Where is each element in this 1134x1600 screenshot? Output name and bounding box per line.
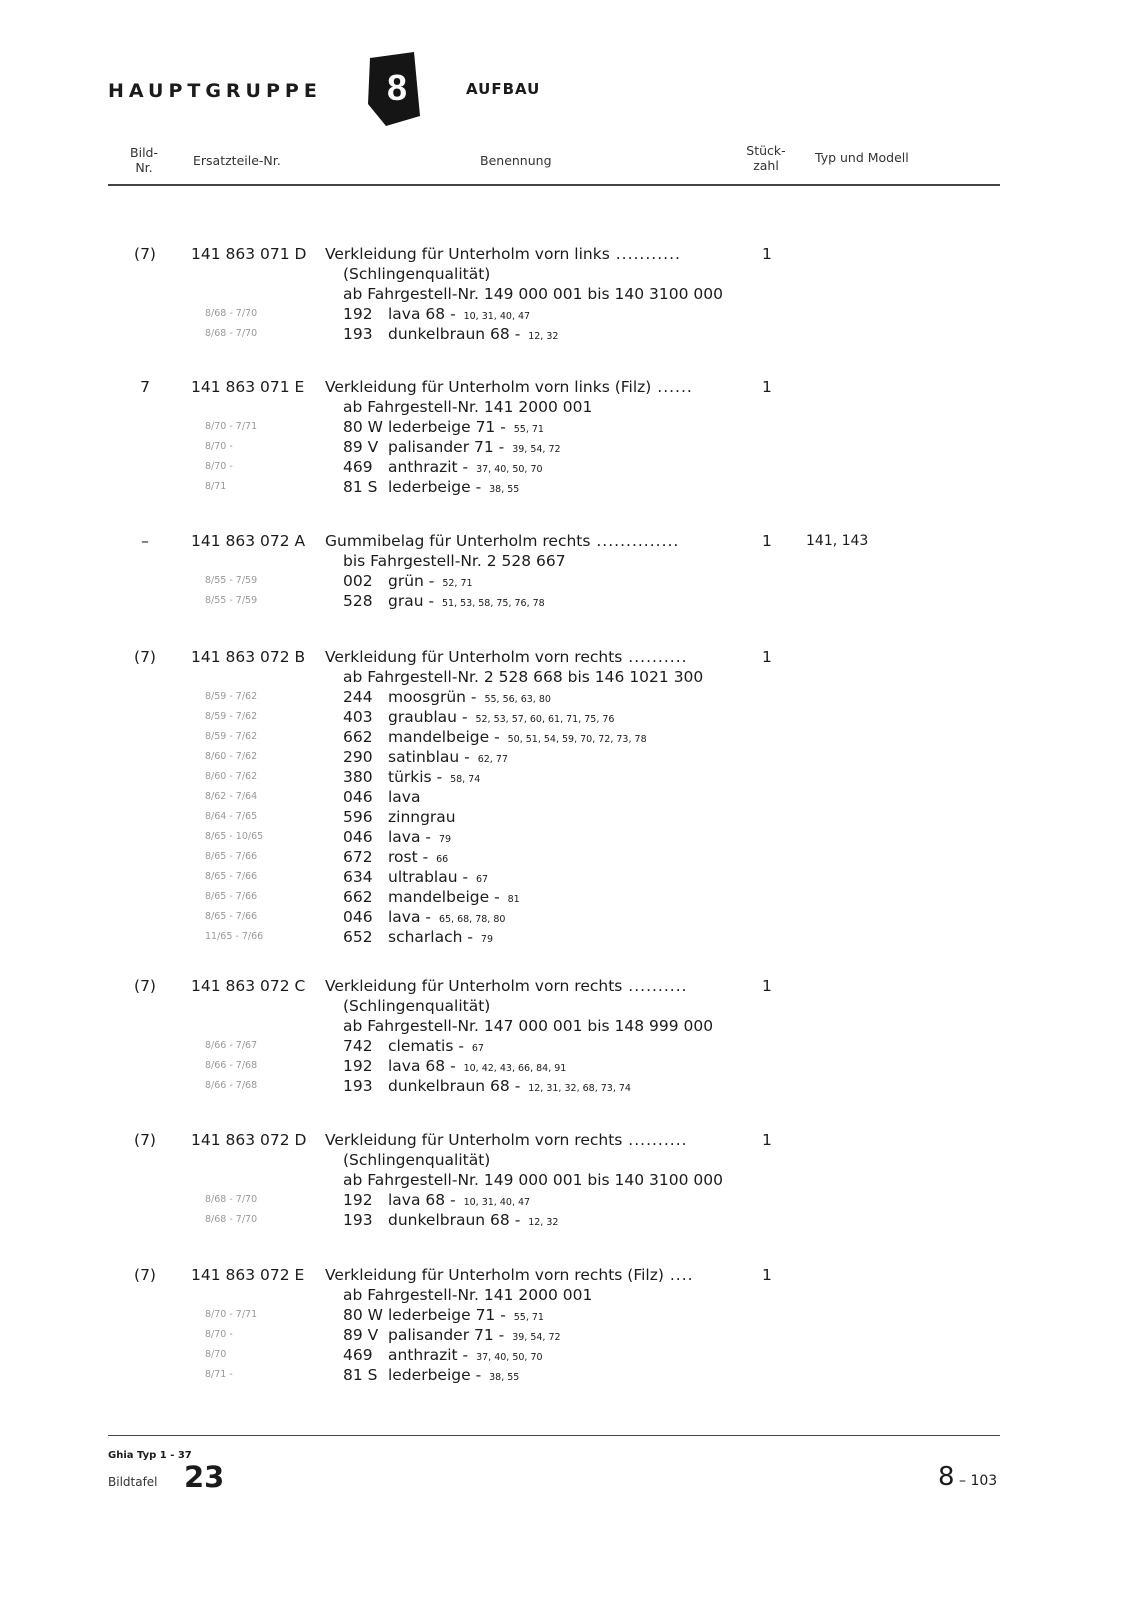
color-name: clematis - 67: [388, 1037, 484, 1055]
color-variant: [0, 1305, 1134, 1325]
color-variant: [0, 417, 1134, 437]
entry-subline: (Schlingenqualität): [343, 265, 491, 283]
validity-date: 8/60 - 7/62: [205, 771, 258, 782]
col-benennung-header: Benennung: [480, 153, 552, 168]
bild-nr: (7): [134, 977, 156, 995]
quantity: 1: [762, 977, 772, 995]
color-variant: [0, 1365, 1134, 1385]
color-code: 742: [343, 1037, 373, 1055]
group-name: AUFBAU: [466, 80, 541, 98]
color-refs: 38, 55: [489, 484, 520, 495]
validity-date: 8/65 - 7/66: [205, 851, 258, 862]
color-refs: 65, 68, 78, 80: [438, 914, 506, 925]
part-description: Verkleidung für Unterholm vorn rechts ..........: [325, 1131, 688, 1149]
color-name: palisander 71 - 39, 54, 72: [388, 1326, 561, 1344]
color-code: 662: [343, 728, 373, 746]
color-name: lava: [388, 788, 421, 806]
color-refs: 66: [436, 854, 449, 865]
validity-date: 8/66 - 7/68: [205, 1060, 258, 1071]
color-code: 469: [343, 458, 373, 476]
validity-date: 8/68 - 7/70: [205, 1194, 258, 1205]
color-code: 192: [343, 1191, 373, 1209]
color-variant: [0, 437, 1134, 457]
validity-date: 8/70 -: [205, 1329, 233, 1340]
color-variant: [0, 1036, 1134, 1056]
part-description: Verkleidung für Unterholm vorn links ...........: [325, 245, 681, 263]
color-refs: 38, 55: [489, 1372, 520, 1383]
color-variant: [0, 847, 1134, 867]
color-variant: [0, 304, 1134, 324]
footer-rule: [108, 1435, 1000, 1436]
color-name: lederbeige - 38, 55: [388, 478, 520, 496]
bild-nr: –: [141, 532, 149, 550]
color-code: 81 S: [343, 1366, 378, 1384]
color-variant: [0, 457, 1134, 477]
color-refs: 67: [476, 874, 489, 885]
color-name: zinngrau: [388, 808, 456, 826]
color-code: 596: [343, 808, 373, 826]
color-variant: [0, 324, 1134, 344]
part-description: Verkleidung für Unterholm vorn rechts (Filz) ....: [325, 1266, 694, 1284]
part-number: 141 863 072 B: [191, 648, 306, 666]
color-name: lava - 79: [388, 828, 452, 846]
color-name: rost - 66: [388, 848, 449, 866]
validity-date: 8/70 - 7/71: [205, 1309, 258, 1320]
color-name: satinblau - 62, 77: [388, 748, 508, 766]
validity-date: 8/59 - 7/62: [205, 731, 258, 742]
color-name: lederbeige 71 - 55, 71: [388, 1306, 544, 1324]
part-description: Gummibelag für Unterholm rechts ..............: [325, 532, 680, 550]
color-code: 002: [343, 572, 373, 590]
entry-subline: ab Fahrgestell-Nr. 149 000 001 bis 140 3100 000: [343, 1171, 723, 1189]
bildtafel-label: Bildtafel: [108, 1475, 158, 1489]
color-name: palisander 71 - 39, 54, 72: [388, 438, 561, 456]
color-variant: [0, 827, 1134, 847]
color-name: lava 68 - 10, 42, 43, 66, 84, 91: [388, 1057, 567, 1075]
color-name: lederbeige 71 - 55, 71: [388, 418, 544, 436]
bild-nr: (7): [134, 1131, 156, 1149]
color-refs: 39, 54, 72: [512, 1332, 561, 1343]
color-refs: 37, 40, 50, 70: [476, 464, 543, 475]
part-entry: [0, 377, 1134, 497]
color-variant: [0, 1345, 1134, 1365]
color-refs: 58, 74: [450, 774, 481, 785]
color-name: mandelbeige - 81: [388, 888, 520, 906]
validity-date: 8/62 - 7/64: [205, 791, 258, 802]
color-variant: [0, 887, 1134, 907]
color-variant: [0, 807, 1134, 827]
color-refs: 10, 42, 43, 66, 84, 91: [463, 1063, 567, 1074]
entry-subline: (Schlingenqualität): [343, 997, 491, 1015]
color-variant: [0, 787, 1134, 807]
color-code: 244: [343, 688, 373, 706]
color-name: dunkelbraun 68 - 12, 32: [388, 325, 559, 343]
validity-date: 8/70 - 7/71: [205, 421, 258, 432]
part-entry: [0, 647, 1134, 947]
color-code: 193: [343, 1077, 373, 1095]
color-code: 634: [343, 868, 373, 886]
entry-subline: ab Fahrgestell-Nr. 141 2000 001: [343, 1286, 593, 1304]
validity-date: 8/55 - 7/59: [205, 595, 258, 606]
color-name: grün - 52, 71: [388, 572, 473, 590]
color-variant: [0, 927, 1134, 947]
entry-subline: ab Fahrgestell-Nr. 2 528 668 bis 146 1021 300: [343, 668, 704, 686]
color-refs: 37, 40, 50, 70: [476, 1352, 543, 1363]
color-refs: 55, 71: [513, 424, 544, 435]
entry-main-line: [0, 1130, 1134, 1150]
validity-date: 8/70 -: [205, 461, 233, 472]
bild-nr: (7): [134, 245, 156, 263]
color-variant: [0, 1056, 1134, 1076]
color-name: lava 68 - 10, 31, 40, 47: [388, 1191, 531, 1209]
color-name: ultrablau - 67: [388, 868, 489, 886]
validity-date: 8/70: [205, 1349, 227, 1360]
entry-subline: ab Fahrgestell-Nr. 141 2000 001: [343, 398, 593, 416]
validity-date: 8/71 -: [205, 1369, 233, 1380]
color-variant: [0, 1325, 1134, 1345]
validity-date: 8/59 - 7/62: [205, 711, 258, 722]
color-name: lava - 65, 68, 78, 80: [388, 908, 506, 926]
bild-nr: (7): [134, 1266, 156, 1284]
color-refs: 12, 31, 32, 68, 73, 74: [528, 1083, 631, 1094]
color-name: lederbeige - 38, 55: [388, 1366, 520, 1384]
color-code: 469: [343, 1346, 373, 1364]
part-number: 141 863 072 A: [191, 532, 306, 550]
col-ersatzteile-header: Ersatzteile-Nr.: [193, 153, 281, 168]
col-bild-header: Bild- Nr.: [130, 145, 158, 175]
color-code: 81 S: [343, 478, 378, 496]
validity-date: 8/70 -: [205, 441, 233, 452]
bild-nr: 7: [140, 378, 150, 396]
page-number-main: 8: [938, 1462, 955, 1492]
part-number: 141 863 072 C: [191, 977, 306, 995]
entry-subline: bis Fahrgestell-Nr. 2 528 667: [343, 552, 566, 570]
entry-subline: (Schlingenqualität): [343, 1151, 491, 1169]
quantity: 1: [762, 1131, 772, 1149]
part-entry: [0, 244, 1134, 344]
color-name: dunkelbraun 68 - 12, 32: [388, 1211, 559, 1229]
color-variant: [0, 727, 1134, 747]
color-code: 046: [343, 788, 373, 806]
color-code: 192: [343, 1057, 373, 1075]
color-name: moosgrün - 55, 56, 63, 80: [388, 688, 551, 706]
validity-date: 8/60 - 7/62: [205, 751, 258, 762]
footer-model: Ghia Typ 1 - 37: [108, 1450, 192, 1461]
color-code: 80 W: [343, 418, 383, 436]
color-name: anthrazit - 37, 40, 50, 70: [388, 1346, 543, 1364]
validity-date: 8/68 - 7/70: [205, 1214, 258, 1225]
validity-date: 8/71: [205, 481, 227, 492]
color-refs: 50, 51, 54, 59, 70, 72, 73, 78: [507, 734, 647, 745]
color-refs: 39, 54, 72: [512, 444, 561, 455]
entry-main-line: [0, 647, 1134, 667]
color-code: 192: [343, 305, 373, 323]
color-refs: 51, 53, 58, 75, 76, 78: [442, 598, 545, 609]
validity-date: 8/64 - 7/65: [205, 811, 258, 822]
validity-date: 11/65 - 7/66: [205, 931, 264, 942]
color-variant: [0, 1190, 1134, 1210]
page-number-sub: – 103: [959, 1473, 998, 1489]
color-variant: [0, 1076, 1134, 1096]
color-refs: 52, 53, 57, 60, 61, 71, 75, 76: [475, 714, 615, 725]
part-description: Verkleidung für Unterholm vorn rechts ..........: [325, 648, 688, 666]
validity-date: 8/68 - 7/70: [205, 328, 258, 339]
group-title: HAUPTGRUPPE: [108, 80, 322, 102]
validity-date: 8/65 - 7/66: [205, 911, 258, 922]
color-variant: [0, 591, 1134, 611]
type-model: 141, 143: [806, 533, 869, 549]
color-refs: 52, 71: [442, 578, 473, 589]
color-refs: 62, 77: [477, 754, 508, 765]
header-rule: [108, 184, 1000, 186]
color-name: türkis - 58, 74: [388, 768, 481, 786]
part-number: 141 863 071 D: [191, 245, 307, 263]
entry-main-line: [0, 531, 1134, 551]
color-refs: 55, 71: [513, 1312, 544, 1323]
validity-date: 8/65 - 7/66: [205, 891, 258, 902]
color-code: 046: [343, 828, 373, 846]
part-number: 141 863 072 E: [191, 1266, 305, 1284]
color-variant: [0, 867, 1134, 887]
color-refs: 79: [480, 934, 493, 945]
col-stueckzahl-header: Stück- zahl: [746, 143, 786, 173]
entry-main-line: [0, 244, 1134, 264]
color-refs: 67: [471, 1043, 484, 1054]
color-variant: [0, 687, 1134, 707]
col-typ-header: Typ und Modell: [815, 150, 909, 165]
color-refs: 81: [507, 894, 520, 905]
quantity: 1: [762, 245, 772, 263]
color-refs: 10, 31, 40, 47: [463, 311, 531, 322]
part-entry: [0, 1130, 1134, 1230]
color-code: 528: [343, 592, 373, 610]
entry-main-line: [0, 976, 1134, 996]
validity-date: 8/55 - 7/59: [205, 575, 258, 586]
bildtafel-number: 23: [184, 1460, 225, 1494]
color-code: 652: [343, 928, 373, 946]
color-name: mandelbeige - 50, 51, 54, 59, 70, 72, 73, 78: [388, 728, 647, 746]
quantity: 1: [762, 1266, 772, 1284]
validity-date: 8/59 - 7/62: [205, 691, 258, 702]
color-code: 89 V: [343, 438, 379, 456]
color-refs: 12, 32: [528, 331, 559, 342]
color-code: 80 W: [343, 1306, 383, 1324]
group-number-badge: [364, 50, 424, 130]
bild-nr: (7): [134, 648, 156, 666]
part-number: 141 863 072 D: [191, 1131, 307, 1149]
quantity: 1: [762, 532, 772, 550]
color-variant: [0, 707, 1134, 727]
color-code: 403: [343, 708, 373, 726]
part-entry: [0, 1265, 1134, 1385]
part-description: Verkleidung für Unterholm vorn rechts ..........: [325, 977, 688, 995]
validity-date: 8/66 - 7/67: [205, 1040, 258, 1051]
color-refs: 55, 56, 63, 80: [484, 694, 551, 705]
color-variant: [0, 1210, 1134, 1230]
color-variant: [0, 907, 1134, 927]
color-code: 193: [343, 1211, 373, 1229]
color-variant: [0, 477, 1134, 497]
part-entry: [0, 531, 1134, 611]
quantity: 1: [762, 378, 772, 396]
color-code: 672: [343, 848, 373, 866]
part-number: 141 863 071 E: [191, 378, 305, 396]
entry-subline: ab Fahrgestell-Nr. 147 000 001 bis 148 999 000: [343, 1017, 714, 1035]
color-code: 662: [343, 888, 373, 906]
part-description: Verkleidung für Unterholm vorn links (Filz) ......: [325, 378, 693, 396]
color-code: 380: [343, 768, 373, 786]
validity-date: 8/68 - 7/70: [205, 308, 258, 319]
color-name: dunkelbraun 68 - 12, 31, 32, 68, 73, 74: [388, 1077, 631, 1095]
quantity: 1: [762, 648, 772, 666]
validity-date: 8/66 - 7/68: [205, 1080, 258, 1091]
entry-main-line: [0, 1265, 1134, 1285]
color-name: grau - 51, 53, 58, 75, 76, 78: [388, 592, 545, 610]
color-name: scharlach - 79: [388, 928, 493, 946]
color-code: 193: [343, 325, 373, 343]
validity-date: 8/65 - 7/66: [205, 871, 258, 882]
validity-date: 8/65 - 10/65: [205, 831, 264, 842]
color-code: 046: [343, 908, 373, 926]
color-refs: 10, 31, 40, 47: [463, 1197, 531, 1208]
color-name: anthrazit - 37, 40, 50, 70: [388, 458, 543, 476]
color-refs: 79: [438, 834, 452, 845]
color-refs: 12, 32: [528, 1217, 559, 1228]
color-name: graublau - 52, 53, 57, 60, 61, 71, 75, 76: [388, 708, 615, 726]
color-code: 290: [343, 748, 373, 766]
color-code: 89 V: [343, 1326, 379, 1344]
group-number: 8: [386, 67, 408, 108]
part-entry: [0, 976, 1134, 1096]
entry-main-line: [0, 377, 1134, 397]
color-variant: [0, 747, 1134, 767]
color-variant: [0, 571, 1134, 591]
color-variant: [0, 767, 1134, 787]
color-name: lava 68 - 10, 31, 40, 47: [388, 305, 531, 323]
entry-subline: ab Fahrgestell-Nr. 149 000 001 bis 140 3100 000: [343, 285, 723, 303]
